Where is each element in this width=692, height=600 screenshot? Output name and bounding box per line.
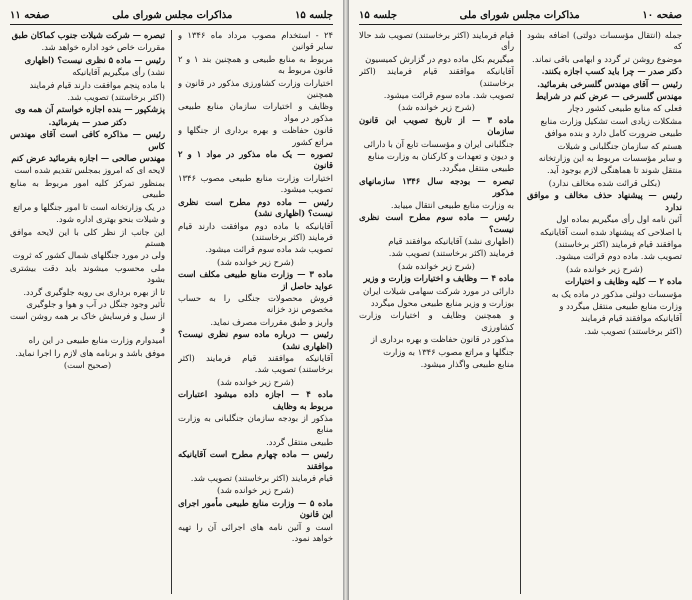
text-line: لایحه ای که امروز بمجلس تقدیم شده است bbox=[14, 165, 165, 176]
text-line: رئیس — ماده دوم مطرح است نظری نیست؟ (اظهاری نشد) bbox=[178, 196, 333, 219]
right-page-right-column bbox=[527, 30, 682, 594]
text-line: ماده ۴ — وظایف و اختیارات وزارت و وزیر bbox=[363, 273, 514, 284]
text-line: قیام فرمایند (اکثر برخاستند) تصویب شد. bbox=[190, 473, 333, 484]
text-line: (شرح زیر خوانده شد) bbox=[217, 376, 294, 387]
text-line: تأثیر وجود جنگل در آب و هوا و جلوگیری bbox=[26, 298, 165, 309]
text-line: طبیعی منتقل گردد. bbox=[266, 436, 333, 447]
text-line: تبصره — بودجه سال ۱۳۴۶ سازمانهای مذکور bbox=[359, 175, 514, 198]
text-line: جنگلها و مراتع مصوب ۱۳۴۶ به وزارت bbox=[383, 346, 514, 357]
text-line: اختیارات وزارت کشاورزی مذکور در قانون و همچنین bbox=[178, 77, 333, 100]
text-line: رئیس — مذاکره کافی است آقای مهندس کاس bbox=[10, 129, 165, 151]
text-line: رئیس — ماده سوم مطرح است نظری نیست؟ bbox=[359, 212, 514, 234]
text-line: بمنظور تمرکز کلیه امور مربوط به منابع طبیعی bbox=[10, 177, 165, 200]
text-line: در یک وزارتخانه است تا امور جنگلها و مراتع bbox=[13, 201, 165, 212]
text-line: (صحیح است) bbox=[63, 359, 112, 370]
text-line: و شیلات بنحو بهتری اداره شود. bbox=[56, 214, 165, 225]
text-line: آقایانیکه موافقند قیام فرمایند (اکثر برخاستند) bbox=[359, 66, 514, 88]
right-page-columns bbox=[359, 30, 682, 594]
left-page bbox=[0, 0, 343, 600]
right-page-left-column bbox=[359, 30, 514, 594]
text-line: واریز و طبق مقررات مصرف نماید. bbox=[210, 316, 333, 327]
text-line: دارائی در مورد شرکت سهامی شیلات ایران bbox=[363, 285, 514, 296]
text-line: (بکلی قرائت شده مخالف ندارد) bbox=[548, 177, 661, 188]
text-line: دکتر صدر — چرا باید کسب اجازه بکنند. bbox=[541, 66, 682, 77]
text-line: مربوط به منابع طبیعی و همچنین بند ۱ و ۲ قانون مربوط به bbox=[178, 53, 333, 76]
text-line: رئیس — آقای مهندس گلسرخی بفرمائید. bbox=[537, 78, 682, 89]
text-line: آقایانیکه با ماده دوم موافقت دارند قیام فرمایند (اکثر برخاستند) bbox=[178, 220, 333, 242]
text-line: (شرح زیر خوانده شد) bbox=[217, 485, 294, 496]
text-line: و همچنین وظایف و اختیارات وزارت کشاورزی bbox=[359, 310, 514, 332]
text-line: (شرح زیر خوانده شد) bbox=[217, 256, 294, 267]
text-line: و سایر مؤسسات مربوط به این وزارتخانه bbox=[538, 153, 682, 164]
text-line: تصوره — یک ماه مذکور در مواد ۱ و ۲ قانون bbox=[178, 149, 333, 171]
text-line: ماده ۳ — وزارت منابع طبیعی مکلف است عواید حاصل از bbox=[178, 269, 333, 291]
text-line: موضوع روشن تر گردد و ابهامی باقی نماند. bbox=[532, 53, 682, 64]
text-line: مقررات خاص خود اداره خواهد شد. bbox=[41, 42, 165, 53]
right-page-header bbox=[359, 6, 682, 25]
text-line: موافقند قیام فرمایند (اکثر برخاستند) bbox=[554, 238, 682, 249]
text-line: قیام فرمایند (اکثر برخاستند) تصویب شد حالا رأی bbox=[359, 30, 514, 52]
right-session-label: جلسه ۱۵ bbox=[359, 9, 398, 21]
text-line: اختیارات وزارت منابع طبیعی مصوب ۱۳۴۶ تصویب میشود. bbox=[178, 172, 333, 195]
left-page-number: صفحه ۱۱ bbox=[10, 9, 50, 21]
text-line: مهندس گلسرخی — عرض کنم در شرایط bbox=[535, 91, 682, 102]
text-line: مؤسسات دولتی مذکور در ماده یک به bbox=[551, 288, 682, 299]
text-line: جنگلبانی ایران و مؤسسات تابع آن با دارائی bbox=[363, 138, 514, 149]
text-line: رئیس — ماده چهارم مطرح است آقایانیکه موافقند bbox=[178, 449, 333, 471]
text-line: مهندس صالحی — اجازه بفرمائید عرض کنم bbox=[11, 153, 165, 164]
text-line: تا از بهره برداری بی رویه جلوگیری گردد. bbox=[23, 286, 165, 297]
text-line: ملی محسوب میشوند باید دقت بیشتری بشود bbox=[10, 262, 165, 285]
text-line: (شرح زیر خوانده شد) bbox=[566, 263, 643, 274]
left-page-title: مذاکرات مجلس شورای ملی bbox=[112, 9, 233, 21]
text-line: (اکثر برخاستند) تصویب شد. bbox=[67, 92, 165, 103]
left-page-columns bbox=[10, 30, 333, 594]
text-line: وزارت منابع طبیعی منتقل میگردد و bbox=[559, 300, 682, 311]
text-line: تصویب شد. ماده سوم قرائت میشود. bbox=[383, 90, 514, 101]
text-line: مذکور در قانون حفاظت و بهره برداری از bbox=[370, 334, 514, 345]
text-line: (اکثر برخاستند) تصویب شد. bbox=[584, 325, 682, 336]
column-rule bbox=[171, 30, 172, 594]
text-line: ماده ۴ — اجازه داده میشود اعتبارات مربوط به وظایف bbox=[178, 389, 333, 411]
text-line: بوزارت و وزیر منابع طبیعی محول میگردد bbox=[370, 297, 514, 308]
text-line: رئیس — ماده ۵ نظری نیست؟ (اظهاری bbox=[24, 54, 165, 65]
text-line: قانون حفاظت و بهره برداری از جنگلها و مراتع کشور bbox=[178, 125, 333, 147]
left-page-right-column bbox=[178, 30, 333, 594]
text-line: میگیریم بکل ماده دوم در گزارش کمیسیون bbox=[365, 53, 514, 64]
text-line: منابع طبیعی واگذار میشود. bbox=[420, 358, 514, 369]
text-line: امیدوارم وزارت منابع طبیعی در این راه bbox=[28, 335, 165, 346]
text-line: است و آئین نامه های اجرائی آن را تهیه خواهد نمود. bbox=[178, 521, 333, 544]
text-line: رئیس — درباره ماده سوم نظری نیست؟ (اظهاری نشد) bbox=[178, 329, 333, 351]
text-line: وظایف و اختیارات سازمان منابع طبیعی مذکور در مواد bbox=[178, 101, 333, 123]
text-line: با اصلاحی که پیشنهاد شده است آقایانیکه bbox=[539, 226, 682, 237]
text-line: تصویب شد. ماده دوم قرائت میشود. bbox=[555, 251, 682, 262]
text-line: فعلی که منابع طبیعی کشور دچار bbox=[567, 103, 682, 114]
left-page-header bbox=[10, 6, 333, 25]
text-line: رئیس — پیشنهاد حذف مخالف و موافق ندارد bbox=[527, 190, 682, 212]
right-page-number: صفحه ۱۰ bbox=[642, 9, 682, 21]
text-line: تصویب شد ماده سوم قرائت میشود. bbox=[205, 244, 333, 255]
text-line: منتقل شوند تا هماهنگی لازم بوجود آید. bbox=[546, 165, 682, 176]
text-line: پزشکپور — بنده اجازه خواستم آن همه وی bbox=[14, 104, 165, 115]
right-page bbox=[349, 0, 692, 600]
text-line: این جانب از نظر کلی با این لایحه موافق هستم bbox=[10, 226, 165, 248]
text-line: طبیعی ضرورت کامل دارد و بنده موافق bbox=[544, 128, 682, 139]
text-line: (اظهاری نشد) آقایانیکه موافقند قیام bbox=[388, 235, 514, 246]
text-line: ماده ۳ — از تاریخ تصویب این قانون سازمان bbox=[359, 114, 514, 137]
text-line: طبیعی منتقل میگردد. bbox=[439, 163, 514, 174]
text-line: آقایانیکه موافقند قیام فرمایند bbox=[580, 313, 682, 324]
text-line: مشکلات زیادی است تشکیل وزارت منابع bbox=[540, 115, 682, 126]
text-line: آقایانیکه موافقند قیام فرمایند (اکثر برخاستند) تصویب شد. bbox=[178, 352, 333, 375]
text-line: از سیل و فرسایش خاک بر همه روشن است و bbox=[10, 311, 165, 333]
text-line: فرمایند (اکثر برخاستند) تصویب شد. bbox=[388, 248, 514, 259]
text-line: فروش محصولات جنگلی را به حساب مخصوص نزد خزانه bbox=[178, 292, 333, 315]
column-rule bbox=[520, 30, 521, 594]
text-line: و دیون و تعهدات و کارکنان به وزارت منابع bbox=[367, 151, 514, 162]
text-line: نشد) رأی میگیریم آقایانیکه bbox=[72, 67, 165, 78]
right-page-title: مذاکرات مجلس شورای ملی bbox=[459, 9, 580, 21]
text-line: آئین نامه اول رأی میگیریم بماده اول bbox=[556, 214, 682, 225]
left-page-left-column bbox=[10, 30, 165, 594]
text-line: با ماده پنجم موافقت دارند قیام فرمایند bbox=[29, 79, 165, 90]
text-line: به وزارت منابع طبیعی انتقال مییابد. bbox=[390, 199, 514, 210]
text-line: ولی در مورد جنگلهای شمال کشور که ثروت bbox=[12, 250, 165, 261]
text-line: (شرح زیر خوانده شد) bbox=[398, 260, 475, 271]
text-line: دکتر صدر — بفرمائید. bbox=[48, 116, 127, 127]
text-line: جمله (انتقال مؤسسات دولتی) اضافه بشود که bbox=[527, 30, 682, 52]
left-session-label: جلسه ۱۵ bbox=[294, 9, 333, 21]
text-line: مذکور از بودجه سازمان جنگلبانی به وزارت منابع bbox=[178, 413, 333, 435]
text-line: ماده ۲ — کلیه وظایف و اختیارات bbox=[565, 276, 682, 287]
text-line: (شرح زیر خوانده شد) bbox=[398, 102, 475, 113]
text-line: تبصره — شرکت شیلات جنوب کماکان طبق bbox=[11, 30, 165, 40]
text-line: ۲۴ - استخدام مصوب مرداد ماه ۱۳۴۶ و سایر قوانین bbox=[178, 30, 333, 52]
text-line: ماده ۵ — وزارت منابع طبیعی مأمور اجرای این قانون bbox=[178, 497, 333, 520]
text-line: هستم که سازمان جنگلبانی و شیلات bbox=[557, 140, 682, 151]
text-line: موفق باشد و برنامه های لازم را اجرا نماید. bbox=[15, 347, 165, 358]
